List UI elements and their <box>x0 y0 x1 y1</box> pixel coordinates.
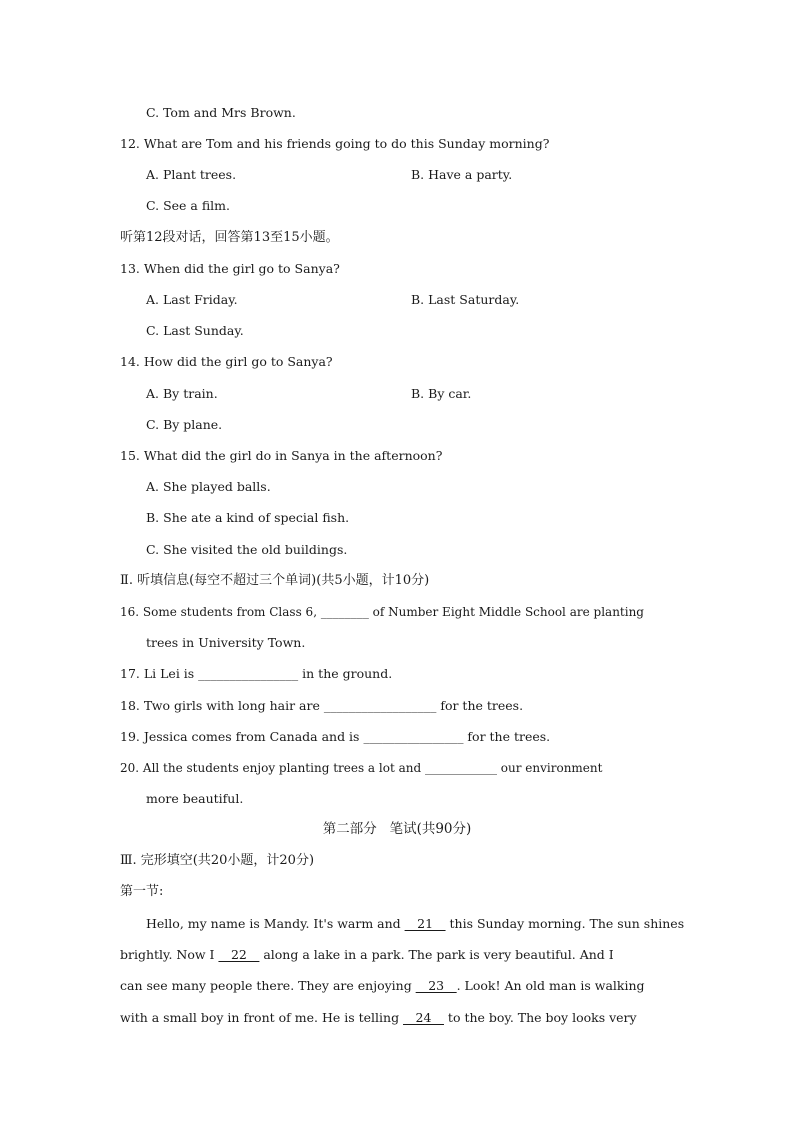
q14-stem: 14. How did the girl go to Sanya? <box>120 354 333 369</box>
q14-option-c: C. By plane. <box>146 417 223 432</box>
q13-stem: 13. When did the girl go to Sanya? <box>120 261 340 276</box>
passage-line-4 <box>120 1010 637 1026</box>
q16-line-1: 16. Some students from Class 6, ________ of Number Eight Middle School are planting <box>120 605 644 619</box>
blank-24: __24__ <box>403 1010 444 1025</box>
q13-option-c: C. Last Sunday. <box>146 323 244 338</box>
part-2-title: 第二部分 笔试(共90分) <box>322 821 472 837</box>
q13-option-a: A. Last Friday. <box>146 292 238 307</box>
subsection-1-label: 第一节: <box>120 884 164 899</box>
blank-21: __21__ <box>404 916 446 931</box>
passage-text: along a lake in a park. The park is very beautiful. And I <box>259 947 614 962</box>
q18-text: 18. Two girls with long hair are __________________ for the trees. <box>120 698 524 713</box>
q14-option-a: A. By train. <box>146 386 218 401</box>
passage-line-3 <box>120 978 645 994</box>
passage-text: to the boy. The boy looks very <box>443 1010 637 1025</box>
q16-line-2: trees in University Town. <box>146 635 306 650</box>
q12-stem: 12. What are Tom and his friends going to do this Sunday morning? <box>120 136 550 151</box>
q15-option-b: B. She ate a kind of special fish. <box>146 510 350 525</box>
passage-text: Hello, my name is Mandy. It's warm and <box>146 916 405 931</box>
q15-option-a: A. She played balls. <box>146 479 271 494</box>
passage-text: brightly. Now I <box>120 947 219 962</box>
q17-text: 17. Li Lei is ________________ in the ground. <box>120 666 393 681</box>
q15-option-c: C. She visited the old buildings. <box>146 542 348 557</box>
q12-option-a: A. Plant trees. <box>146 167 237 182</box>
q11-option-c: C. Tom and Mrs Brown. <box>146 105 296 120</box>
passage-text: this Sunday morning. The sun shines <box>445 916 685 931</box>
q20-line-2: more beautiful. <box>146 791 244 806</box>
q15-stem: 15. What did the girl do in Sanya in the afternoon? <box>120 448 443 463</box>
passage-text: with a small boy in front of me. He is telling <box>120 1010 404 1025</box>
q12-option-b: B. Have a party. <box>411 167 513 182</box>
blank-22: __22__ <box>218 947 260 962</box>
q19-text: 19. Jessica comes from Canada and is ________________ for the trees. <box>120 729 551 744</box>
passage-line-2 <box>120 947 614 963</box>
q13-option-b: B. Last Saturday. <box>411 292 520 307</box>
q20-line-1: 20. All the students enjoy planting trees a lot and ____________ our environment <box>120 761 603 775</box>
passage-text: . Look! An old man is walking <box>456 978 645 993</box>
section-3-title: Ⅲ. 完形填空(共20小题，计20分) <box>120 853 315 868</box>
passage-line-1 <box>146 916 684 932</box>
passage-text: can see many people there. They are enjoying <box>120 978 416 993</box>
q12-option-c: C. See a film. <box>146 198 230 213</box>
blank-23: __23__ <box>415 978 457 993</box>
section-2-title: Ⅱ. 听填信息(每空不超过三个单词)(共5小题，计10分) <box>120 573 430 588</box>
q14-option-b: B. By car. <box>411 386 472 401</box>
instruction-dialogue-12: 听第12段对话，回答第13至15小题。 <box>120 230 339 245</box>
